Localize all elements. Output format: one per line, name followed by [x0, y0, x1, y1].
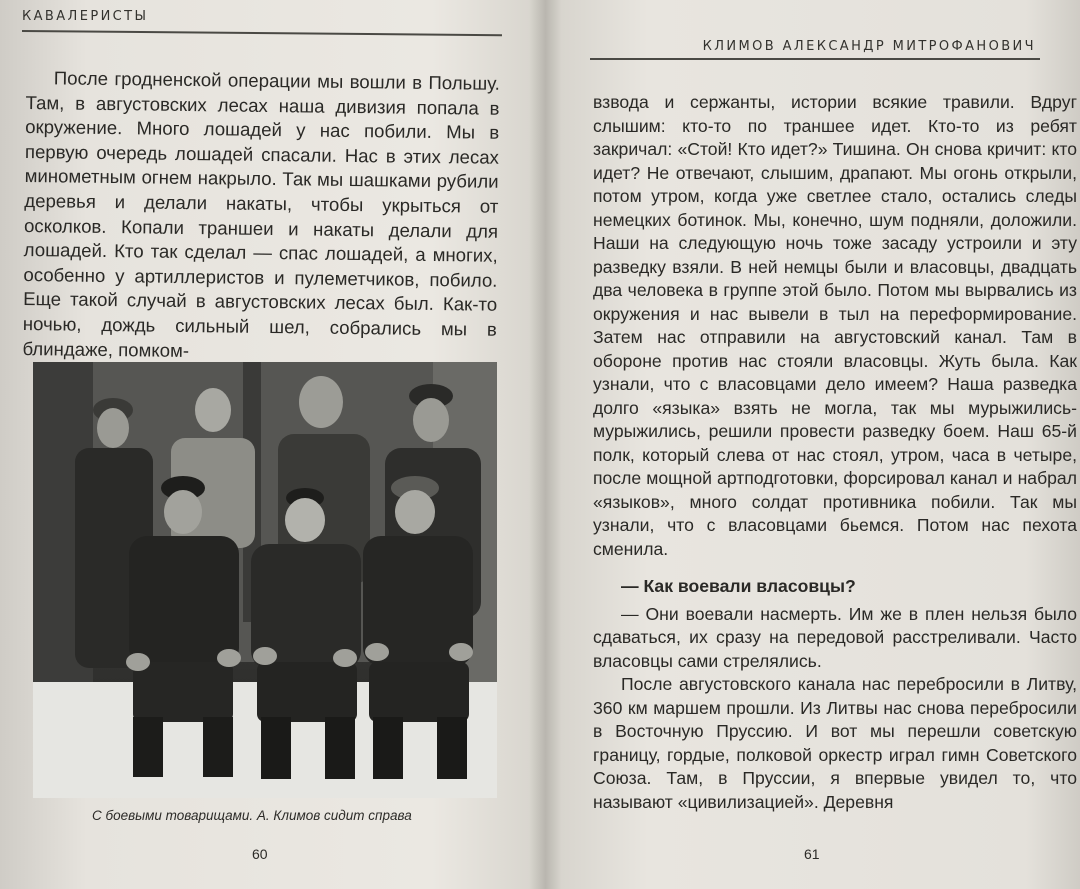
- header-rule-right: [590, 58, 1040, 60]
- page-number-left: 60: [252, 846, 268, 862]
- interview-question: — Как воевали власовцы?: [621, 576, 856, 596]
- header-rule-left: [22, 30, 502, 36]
- right-page-text: [593, 91, 1077, 814]
- soldiers-photo-icon: [33, 362, 497, 798]
- paragraph: После августовского канала нас перебросили в Литву, 360 км маршем прошли. Из Литвы нас снова перебросили в Восточную Пруссию. И вот мы перешли советскую границу, гордые, полковой оркестр играл гимн Советского Союза. Там, в Пруссии, я впервые увидел то, что называют «цивилизацией». Деревня: [593, 674, 1077, 812]
- photo-caption: С боевыми товарищами. А. Климов сидит справа: [92, 808, 412, 823]
- running-head-left: КАВАЛЕРИСТЫ: [22, 9, 149, 24]
- paragraph: взвода и сержанты, истории всякие травили. Вдруг слышим: кто-то по траншее идет. Кто-то из ребят закричал: «Стой! Кто идет?» Тишина. Он снова кричит: кто идет? Не отвечают, слышим, драпают. Мы огонь открыли, потом утром, когда уже светлее стало, остались следы немецких ботинок. Мы, конечно, шум подняли, доложили. Наши на следующую ночь тоже засаду устроили и эту разведку взяли. В ней немцы были и власовцы, двадцать два человека в группе этой было. Потом мы вырвались из окружения и нас вывели в тыл на переформирование. Затем нас отправили на августовский канал. Там в обороне против нас стояли власовцы. Жуть была. Как узнали, что с власовцами дело имеем? Наша разведка долго «языка» взять не могла, так мы мурыжились-мурыжились, решили провести разведку боем. Наш 65-й полк, который слева от нас стоял, утром, часа в четыре, после мощной артподготовки, форсировал канал и набрал «языков», много солдат противника побили. Так мы узнали, что с власовцами бьемся. Потом нас пехота сменила.: [593, 92, 1077, 559]
- left-page-text: [22, 66, 500, 367]
- paragraph: — Они воевали насмерть. Им же в плен нельзя было сдаваться, их сразу на передовой расстреливали. Часто власовцы сами стрелялись.: [593, 603, 1077, 671]
- running-head-right: КЛИМОВ АЛЕКСАНДР МИТРОФАНОВИЧ: [702, 39, 1036, 54]
- page-number-right: 61: [804, 846, 820, 862]
- group-photo: [33, 362, 497, 798]
- right-page: [546, 0, 1080, 889]
- paragraph: После гродненской операции мы вошли в Польшу. Там, в августовских лесах наша дивизия попала в окружение. Много лошадей у нас побили. Мы в первую очередь лошадей спасали. Нас в этих лесах минометным огнем накрыло. Так мы шашками рубили деревья и делали накаты, чтобы укрыться от осколков. Копали траншеи и накаты делали для лошадей. Кто так сделал — спас лошадей, а многих, особенно у артиллеристов и пулеметчиков, побило. Еще такой случай в августовских лесах был. Как-то ночью, дождь сильный шел, собрались мы в блиндаже, помком-: [22, 67, 500, 361]
